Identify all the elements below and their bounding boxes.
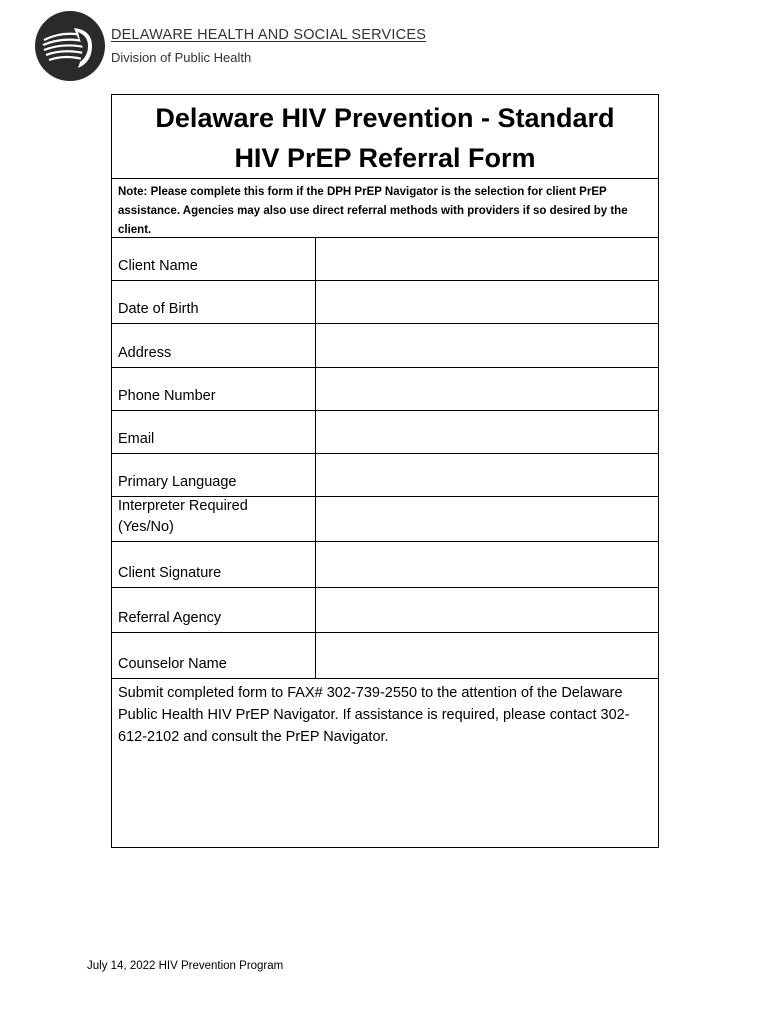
counselor-name-field[interactable] <box>315 633 658 678</box>
field-label: Interpreter Required (Yes/No) <box>118 498 248 535</box>
field-label: Counselor Name <box>118 656 227 672</box>
date-of-birth-field[interactable] <box>315 281 658 323</box>
dhss-seal-icon <box>34 10 106 82</box>
field-label: Address <box>118 345 172 361</box>
primary-language-field[interactable] <box>315 454 658 496</box>
field-row-client-signature <box>112 542 658 588</box>
field-label: Referral Agency <box>118 610 222 626</box>
field-row-client-name <box>112 238 658 281</box>
field-row-address <box>112 324 658 368</box>
division-name: Division of Public Health <box>111 50 252 65</box>
referral-agency-field[interactable] <box>315 588 658 632</box>
field-row-referral-agency <box>112 588 658 633</box>
field-label: Primary Language <box>118 474 237 490</box>
address-field[interactable] <box>315 324 658 367</box>
form-note: Note: Please complete this form if the DPH PrEP Navigator is the selection for client PrEP assistance. Agencies may also use direct referral methods with providers if so desired by the client. <box>112 179 658 238</box>
client-name-field[interactable] <box>315 238 658 280</box>
client-signature-field[interactable] <box>315 542 658 587</box>
field-row-counselor-name <box>112 633 658 679</box>
footer-text: July 14, 2022 HIV Prevention Program <box>87 960 284 972</box>
form-title-line2: HIV PrEP Referral Form <box>234 143 536 173</box>
field-label: Phone Number <box>118 388 216 404</box>
field-row-email <box>112 411 658 454</box>
phone-number-field[interactable] <box>315 368 658 410</box>
field-label: Client Signature <box>118 565 222 581</box>
org-name: DELAWARE HEALTH AND SOCIAL SERVICES <box>111 27 427 43</box>
field-row-interpreter-required <box>112 497 658 542</box>
form-title-line1: Delaware HIV Prevention - Standard <box>155 103 615 133</box>
field-row-primary-language <box>112 454 658 497</box>
field-row-date-of-birth <box>112 281 658 324</box>
field-label: Date of Birth <box>118 301 199 317</box>
org-header <box>111 27 426 65</box>
field-label: Email <box>118 431 155 447</box>
field-label: Client Name <box>118 258 198 274</box>
referral-form <box>111 94 659 848</box>
interpreter-required-field[interactable] <box>315 497 658 541</box>
email-field[interactable] <box>315 411 658 453</box>
submission-instructions: Submit completed form to FAX# 302-739-2550 to the attention of the Delaware Public Health HIV PrEP Navigator. If assistance is required, please contact 302-612-2102 and consult the PrEP Navigator. <box>118 685 630 745</box>
form-title <box>112 95 658 179</box>
field-row-phone-number <box>112 368 658 411</box>
